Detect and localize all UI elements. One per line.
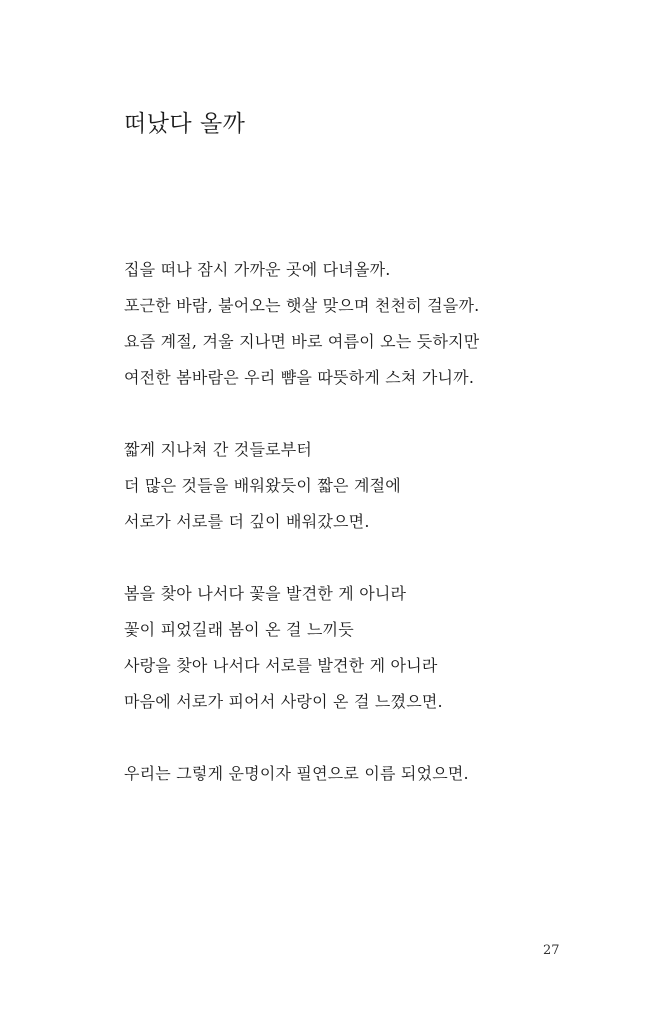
poem-line: 여전한 봄바람은 우리 뺨을 따뜻하게 스쳐 가니까. <box>124 368 475 387</box>
poem-line: 꽃이 피었길래 봄이 온 걸 느끼듯 <box>124 620 354 639</box>
poem-line: 더 많은 것들을 배워왔듯이 짧은 계절에 <box>124 476 401 495</box>
stanza-4 <box>124 756 594 792</box>
poem-line: 짧게 지나쳐 간 것들로부터 <box>124 440 313 459</box>
poem-line: 서로가 서로를 더 깊이 배워갔으면. <box>124 512 370 531</box>
poem-line: 봄을 찾아 나서다 꽃을 발견한 게 아니라 <box>124 584 407 603</box>
poem-line: 집을 떠나 잠시 가까운 곳에 다녀올까. <box>124 260 391 279</box>
stanza-3 <box>124 576 594 720</box>
poem-line: 포근한 바람, 불어오는 햇살 맞으며 천천히 걸을까. <box>124 296 480 315</box>
poem-title: 떠났다 올까 <box>124 111 246 137</box>
poem-line: 요즘 계절, 겨울 지나면 바로 여름이 오는 듯하지만 <box>124 332 480 351</box>
poem-line: 마음에 서로가 피어서 사랑이 온 걸 느꼈으면. <box>124 692 443 711</box>
stanza-2 <box>124 432 594 540</box>
stanza-1 <box>124 252 594 396</box>
poem-body <box>124 252 594 828</box>
page-number: 27 <box>543 943 560 958</box>
poem-line: 사랑을 찾아 나서다 서로를 발견한 게 아니라 <box>124 656 438 675</box>
poem-line: 우리는 그렇게 운명이자 필연으로 이름 되었으면. <box>124 764 469 783</box>
